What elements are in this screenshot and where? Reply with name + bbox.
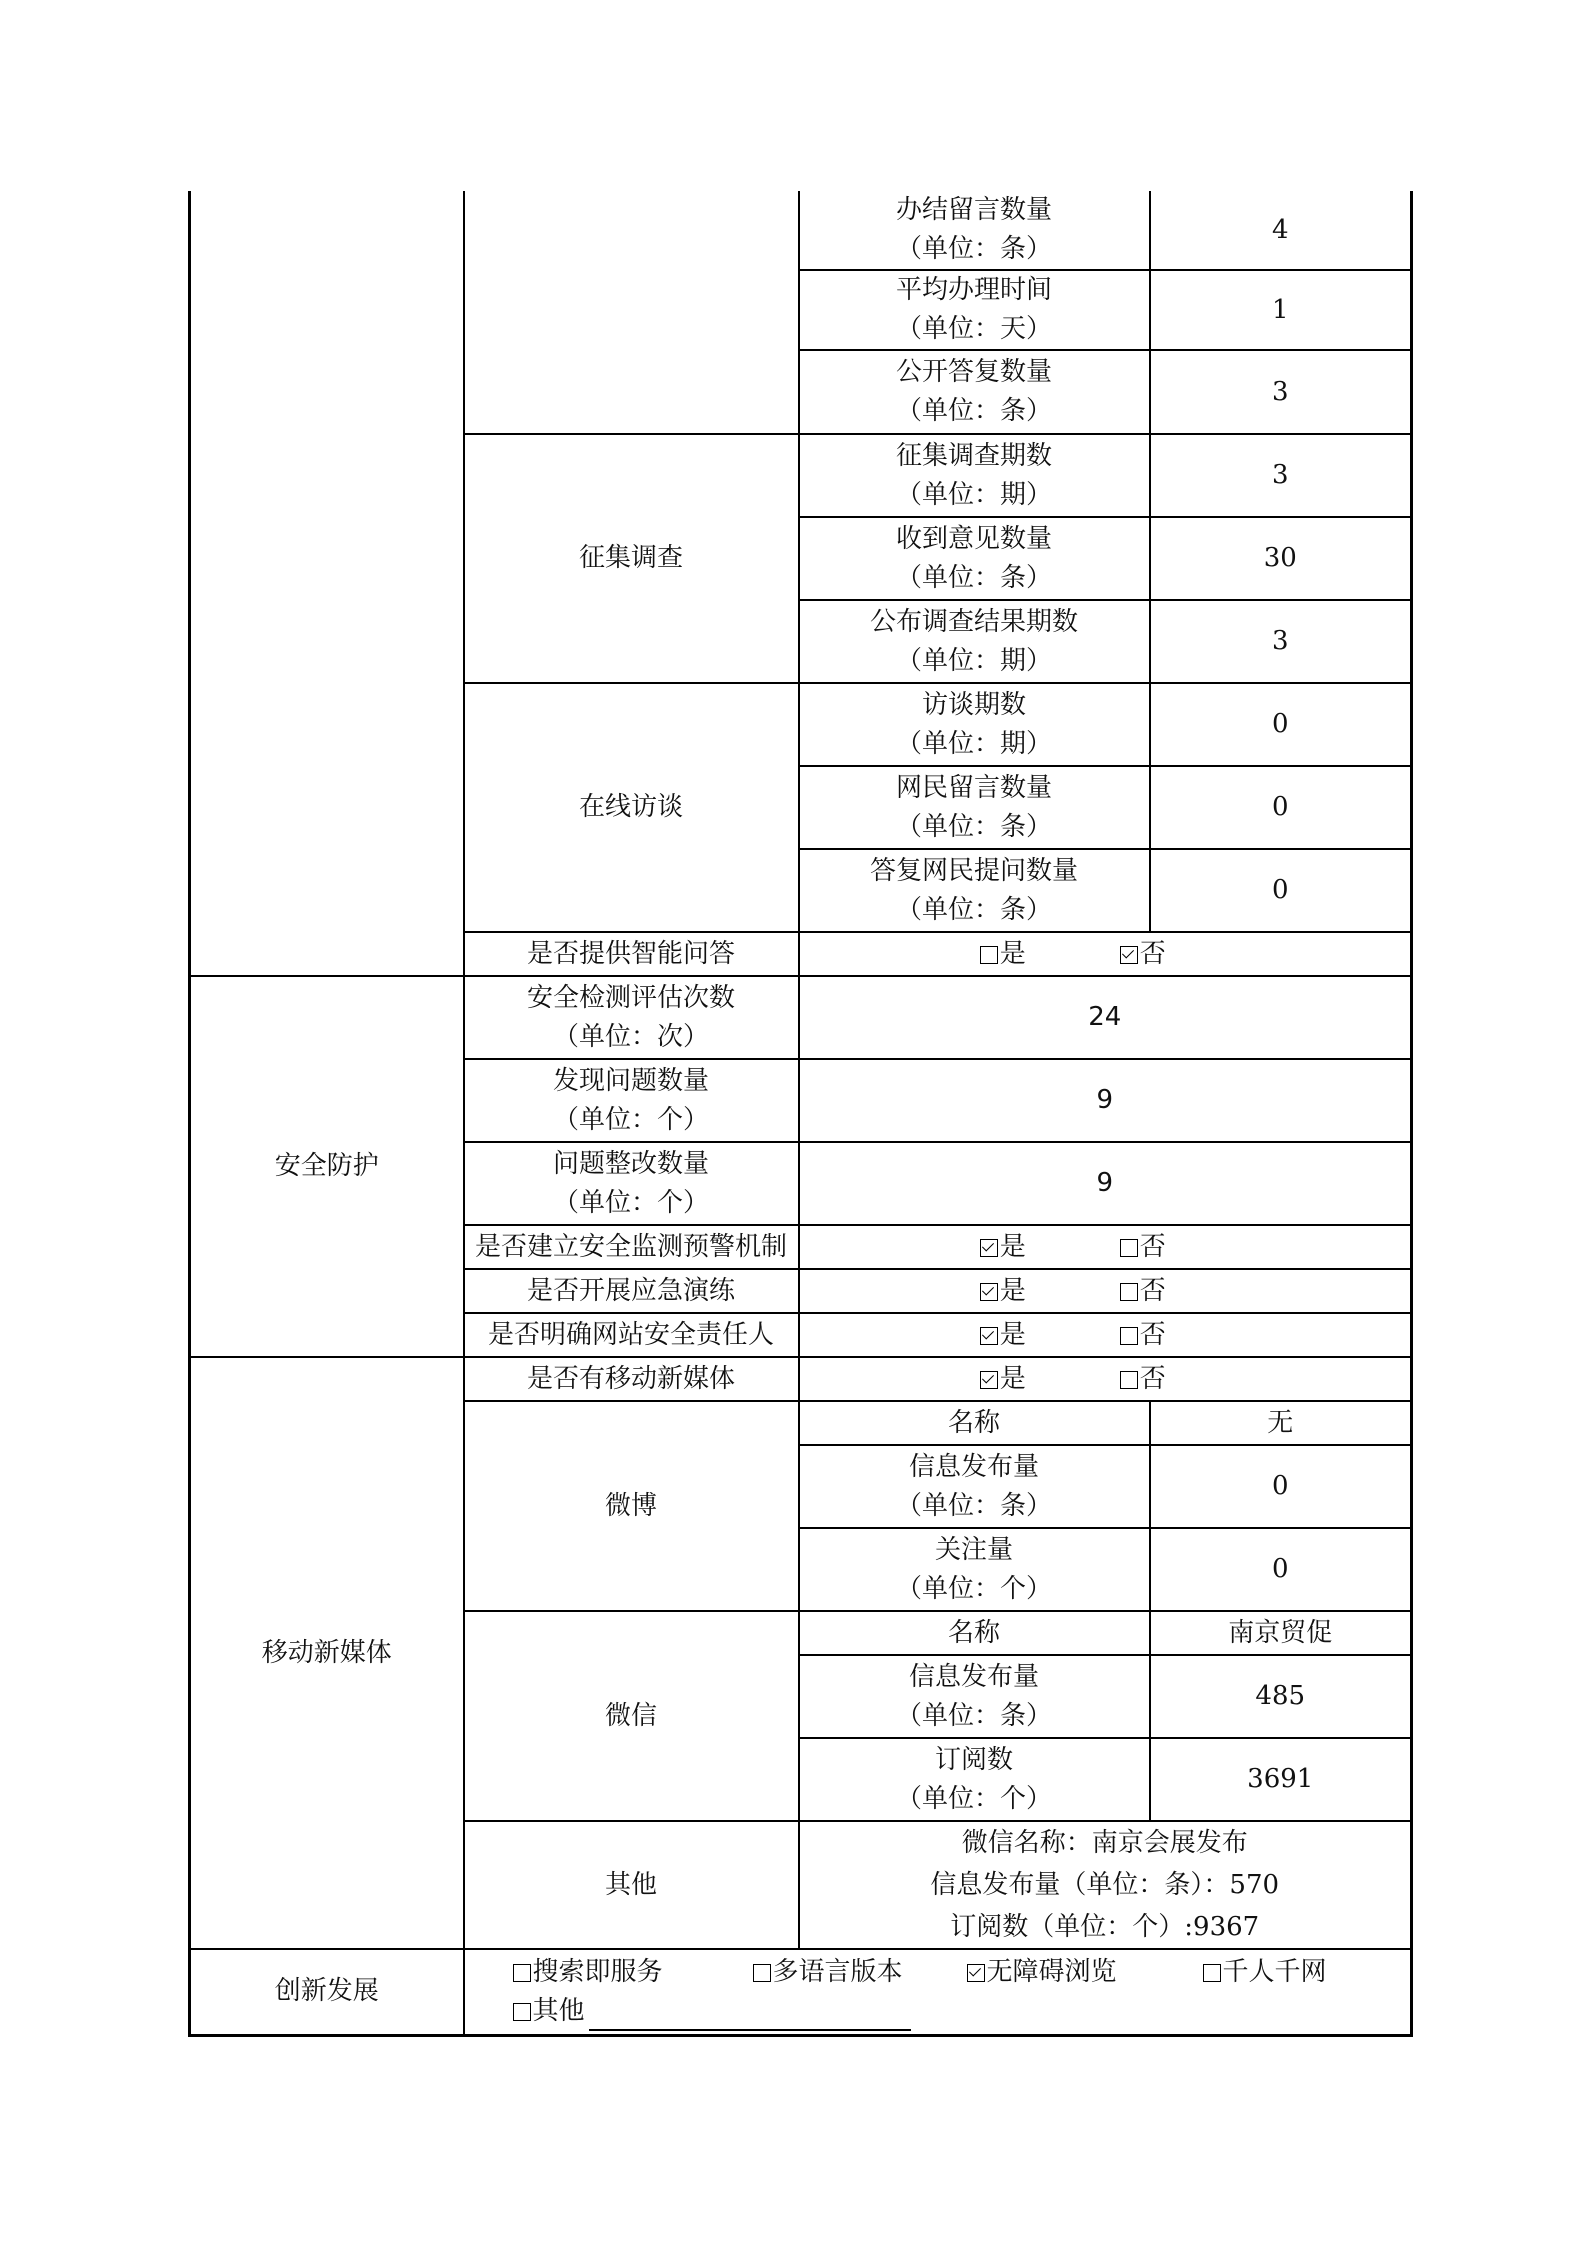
- other-media-details: [799, 1821, 1412, 1949]
- personalized-checkbox[interactable]: [1203, 1964, 1221, 1982]
- metric-value: 9: [799, 1142, 1412, 1225]
- choice-yes-label: 是: [999, 1363, 1026, 1394]
- security-check-choice: [799, 1225, 1412, 1269]
- monitoring-yes-checkbox[interactable]: [980, 1239, 998, 1257]
- accessibility-checkbox[interactable]: [967, 1964, 985, 1982]
- metric-label: 征集调查期数: [895, 440, 1052, 471]
- smart-qa-label: 是否提供智能问答: [464, 932, 799, 976]
- metric-label-cell: [799, 849, 1150, 932]
- choice-no-label: 否: [1139, 1231, 1166, 1262]
- metric-label: 信息发布量: [908, 1661, 1039, 1692]
- responsible-no-checkbox[interactable]: [1120, 1327, 1138, 1345]
- other-media-line: 微信名称：南京会展发布: [961, 1828, 1248, 1858]
- metric-unit: （单位：天）: [895, 314, 1052, 344]
- metric-value: 0: [1150, 1528, 1412, 1611]
- metric-value: 0: [1150, 683, 1412, 766]
- metric-label: 收到意见数量: [895, 523, 1052, 554]
- has-media-no-checkbox[interactable]: [1120, 1371, 1138, 1389]
- metric-value: 3: [1150, 434, 1412, 517]
- metric-label: 关注量: [934, 1534, 1013, 1565]
- option-label: 无障碍浏览: [986, 1956, 1117, 1987]
- metric-value: 24: [799, 976, 1412, 1059]
- metric-value: 485: [1150, 1655, 1412, 1738]
- metric-unit: （单位：条）: [895, 1490, 1052, 1521]
- metric-unit: （单位：条）: [895, 811, 1052, 842]
- metric-value: 3: [1150, 600, 1412, 683]
- choice-yes-label: 是: [999, 1319, 1026, 1350]
- table-row: [190, 976, 1412, 1059]
- has-media-choice: [799, 1357, 1412, 1401]
- metric-label: 访谈期数: [921, 689, 1026, 720]
- metric-unit: （单位：条）: [895, 562, 1052, 593]
- metric-unit: （单位：个）: [895, 1783, 1052, 1814]
- innovation-section-title: 创新发展: [190, 1949, 464, 2035]
- wechat-title: 微信: [464, 1611, 799, 1821]
- table-row: [190, 1357, 1412, 1401]
- security-check-label: 是否建立安全监测预警机制: [464, 1225, 799, 1269]
- metric-unit: （单位：个）: [552, 1104, 709, 1135]
- metric-value: 0: [1150, 766, 1412, 849]
- option-label: 多语言版本: [772, 1956, 903, 1987]
- drill-yes-checkbox[interactable]: [980, 1283, 998, 1301]
- choice-no-label: 否: [1139, 1363, 1166, 1394]
- metric-label: 发现问题数量: [552, 1065, 709, 1096]
- metric-unit: （单位：条）: [895, 234, 1052, 264]
- metric-label-cell: [799, 191, 1150, 270]
- weibo-name-label: 名称: [799, 1401, 1150, 1445]
- interaction-section-cell: [190, 191, 464, 976]
- metric-unit: （单位：个）: [552, 1187, 709, 1218]
- choice-no-label: 否: [1139, 1275, 1166, 1306]
- option-label: 千人千网: [1222, 1956, 1327, 1987]
- metric-label-cell: [799, 1528, 1150, 1611]
- choice-no-label: 否: [1139, 1319, 1166, 1350]
- metric-value: 9: [799, 1059, 1412, 1142]
- message-subsection-cell: [464, 191, 799, 434]
- metric-label-cell: [464, 976, 799, 1059]
- monitoring-no-checkbox[interactable]: [1120, 1239, 1138, 1257]
- smart-qa-no-checkbox[interactable]: [1120, 946, 1138, 964]
- innovation-options: [464, 1949, 1412, 2035]
- metric-label: 公布调查结果期数: [869, 606, 1078, 637]
- government-website-report-table: [188, 191, 1413, 2037]
- metric-label: 安全检测评估次数: [526, 982, 735, 1013]
- metric-value: 1: [1150, 270, 1412, 350]
- has-media-label: 是否有移动新媒体: [464, 1357, 799, 1401]
- multilingual-checkbox[interactable]: [753, 1964, 771, 1982]
- option-label: 搜索即服务: [532, 1956, 663, 1987]
- metric-label-cell: [799, 600, 1150, 683]
- metric-value: 0: [1150, 849, 1412, 932]
- has-media-yes-checkbox[interactable]: [980, 1371, 998, 1389]
- smart-qa-yes-checkbox[interactable]: [980, 946, 998, 964]
- metric-unit: （单位：期）: [895, 728, 1052, 759]
- metric-value: 3691: [1150, 1738, 1412, 1821]
- choice-yes-label: 是: [999, 1275, 1026, 1306]
- metric-label-cell: [799, 1655, 1150, 1738]
- metric-value: 4: [1150, 191, 1412, 270]
- choice-yes-label: 是: [999, 938, 1026, 969]
- choice-no-label: 否: [1139, 938, 1166, 969]
- table-row: [190, 191, 1412, 270]
- other-innovation-input-line[interactable]: [589, 2001, 911, 2031]
- metric-label: 平均办理时间: [895, 275, 1052, 305]
- weibo-title: 微博: [464, 1401, 799, 1611]
- other-innovation-checkbox[interactable]: [513, 2003, 531, 2021]
- metric-label-cell: [799, 766, 1150, 849]
- metric-unit: （单位：条）: [895, 396, 1052, 426]
- weibo-name-value: 无: [1150, 1401, 1412, 1445]
- metric-label-cell: [799, 1738, 1150, 1821]
- metric-unit: （单位：个）: [895, 1573, 1052, 1604]
- wechat-name-value: 南京贸促: [1150, 1611, 1412, 1655]
- metric-label: 答复网民提问数量: [869, 855, 1078, 886]
- metric-value: 0: [1150, 1445, 1412, 1528]
- option-label: 其他: [532, 1995, 585, 2026]
- metric-value: 30: [1150, 517, 1412, 600]
- table-row: [190, 1949, 1412, 2035]
- metric-label-cell: [799, 270, 1150, 350]
- security-check-label: 是否开展应急演练: [464, 1269, 799, 1313]
- interview-subsection-title: 在线访谈: [464, 683, 799, 932]
- metric-unit: （单位：条）: [895, 1700, 1052, 1731]
- metric-label: 问题整改数量: [552, 1148, 709, 1179]
- wechat-name-label: 名称: [799, 1611, 1150, 1655]
- choice-yes-label: 是: [999, 1231, 1026, 1262]
- metric-label-cell: [464, 1142, 799, 1225]
- metric-label: 订阅数: [934, 1744, 1013, 1775]
- metric-label-cell: [799, 517, 1150, 600]
- other-media-line: 订阅数（单位：个）:9367: [950, 1912, 1260, 1942]
- security-check-label: 是否明确网站安全责任人: [464, 1313, 799, 1357]
- survey-subsection-title: 征集调查: [464, 434, 799, 683]
- metric-label-cell: [799, 1445, 1150, 1528]
- other-media-line: 信息发布量（单位：条）：570: [930, 1870, 1280, 1900]
- metric-label: 网民留言数量: [895, 772, 1052, 803]
- metric-unit: （单位：次）: [552, 1021, 709, 1052]
- metric-label-cell: [799, 350, 1150, 434]
- metric-label-cell: [799, 434, 1150, 517]
- smart-qa-choice: [799, 932, 1412, 976]
- metric-unit: （单位：条）: [895, 894, 1052, 925]
- security-check-choice: [799, 1313, 1412, 1357]
- drill-no-checkbox[interactable]: [1120, 1283, 1138, 1301]
- metric-label: 公开答复数量: [895, 357, 1052, 387]
- responsible-yes-checkbox[interactable]: [980, 1327, 998, 1345]
- search-service-checkbox[interactable]: [513, 1964, 531, 1982]
- other-media-title: 其他: [464, 1821, 799, 1949]
- metric-unit: （单位：期）: [895, 479, 1052, 510]
- security-section-title: 安全防护: [190, 976, 464, 1357]
- metric-label: 办结留言数量: [895, 195, 1052, 225]
- metric-unit: （单位：期）: [895, 645, 1052, 676]
- metric-label: 信息发布量: [908, 1451, 1039, 1482]
- metric-label-cell: [464, 1059, 799, 1142]
- metric-label-cell: [799, 683, 1150, 766]
- security-check-choice: [799, 1269, 1412, 1313]
- media-section-title: 移动新媒体: [190, 1357, 464, 1949]
- metric-value: 3: [1150, 350, 1412, 434]
